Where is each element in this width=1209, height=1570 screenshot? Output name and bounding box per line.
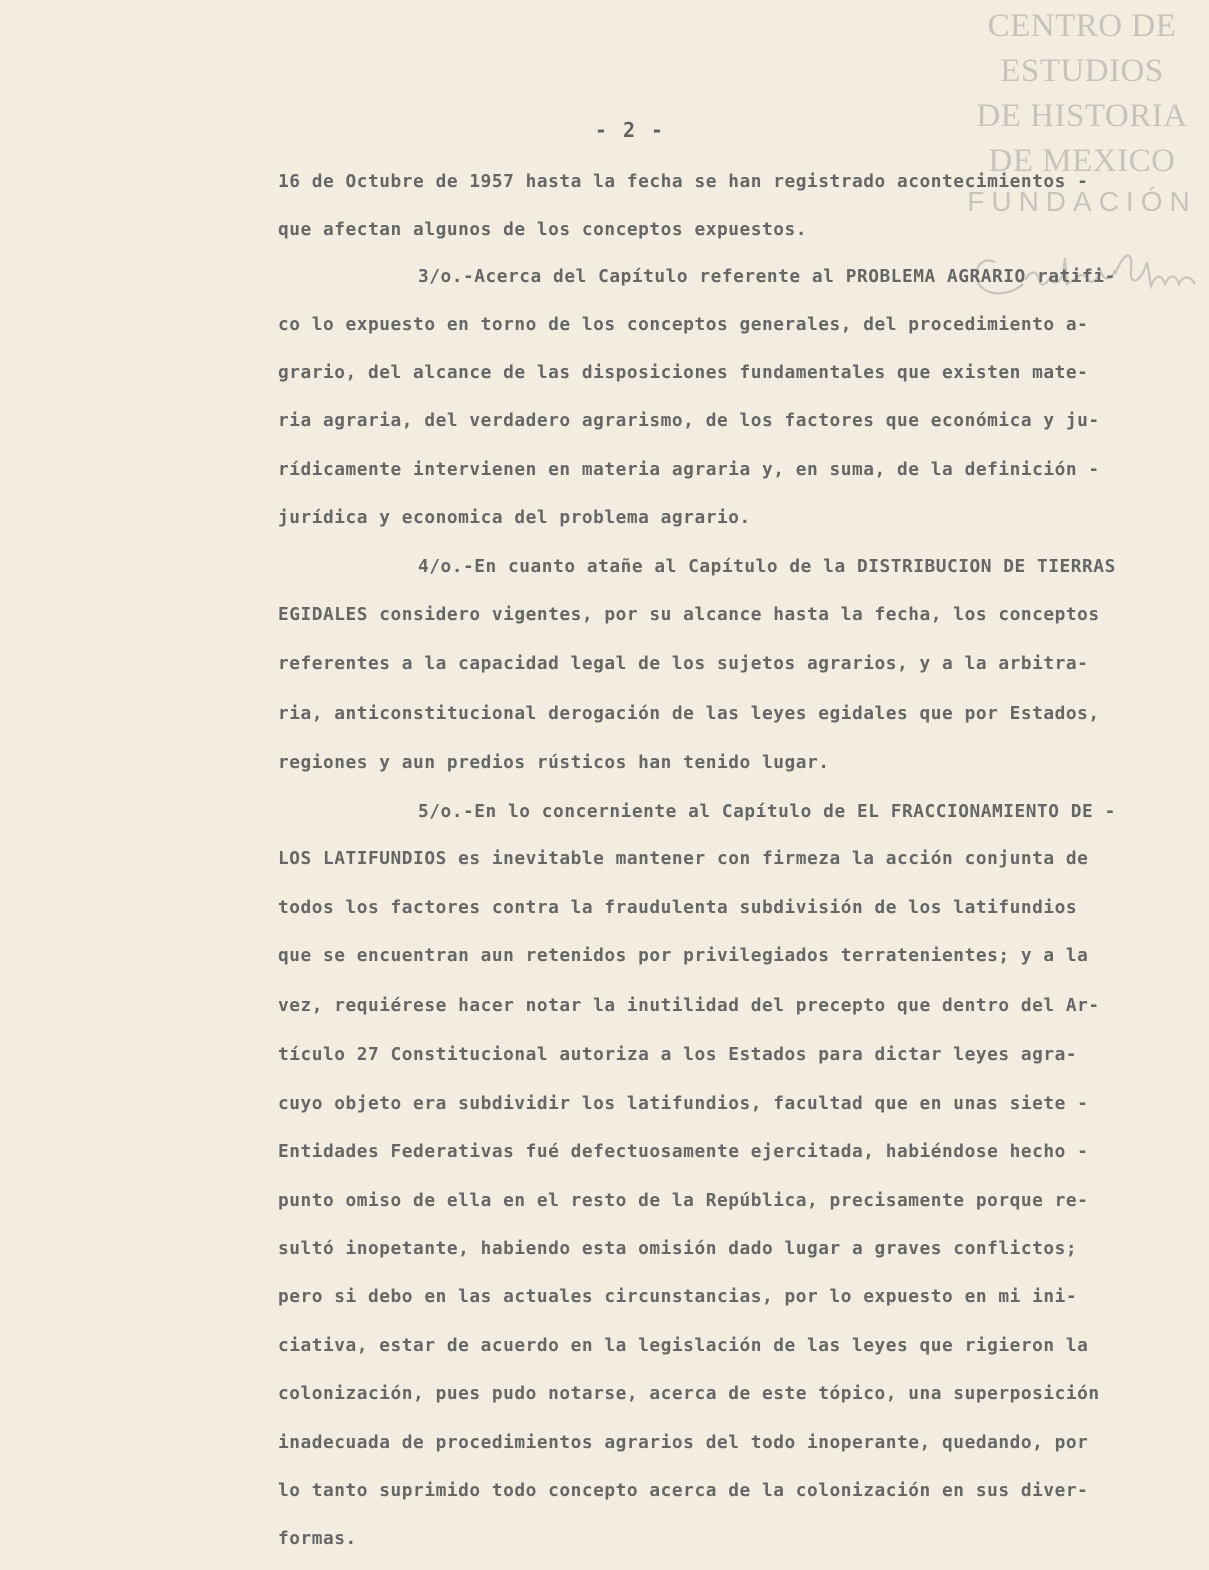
text-line: cuyo objeto era subdividir los latifundios, facultad que en unas siete - (278, 1093, 1089, 1114)
text-line: referentes a la capacidad legal de los sujetos agrarios, y a la arbitra- (278, 653, 1089, 674)
text-line: todos los factores contra la fraudulenta subdivisión de los latifundios (278, 897, 1078, 918)
text-line: 16 de Octubre de 1957 hasta la fecha se han registrado acontecimientos - (278, 171, 1089, 192)
text-line: que se encuentran aun retenidos por privilegiados terratenientes; y a la (278, 945, 1089, 966)
watermark-line: DE MEXICO (988, 143, 1176, 179)
text-line: regiones y aun predios rústicos han tenido lugar. (278, 752, 830, 773)
text-line: 4/o.-En cuanto atañe al Capítulo de la DISTRIBUCION DE TIERRAS (418, 556, 1116, 577)
text-line: pero si debo en las actuales circunstancias, por lo expuesto en mi ini- (278, 1286, 1078, 1307)
text-line: Entidades Federativas fué defectuosamente ejercitada, habiéndose hecho - (278, 1141, 1089, 1162)
text-line: LOS LATIFUNDIOS es inevitable mantener con firmeza la acción conjunta de (278, 848, 1089, 869)
page-number: - 2 - (594, 118, 666, 142)
text-line: colonización, pues pudo notarse, acerca de este tópico, una superposición (278, 1383, 1100, 1404)
text-line: ria agraria, del verdadero agrarismo, de los factores que económica y ju- (278, 410, 1100, 431)
watermark-foundation: FUNDACIÓN (967, 186, 1197, 217)
text-line: que afectan algunos de los conceptos expuestos. (278, 219, 807, 240)
text-line: ria, anticonstitucional derogación de las leyes egidales que por Estados, (278, 703, 1100, 724)
watermark-line: ESTUDIOS (1000, 53, 1164, 89)
watermark-line: CENTRO DE (987, 8, 1177, 44)
text-line: EGIDALES considero vigentes, por su alcance hasta la fecha, los conceptos (278, 604, 1100, 625)
text-line: ciativa, estar de acuerdo en la legislación de las leyes que rigieron la (278, 1335, 1089, 1356)
text-line: lo tanto suprimido todo concepto acerca de la colonización en sus diver- (278, 1480, 1089, 1501)
text-line: tículo 27 Constitucional autoriza a los Estados para dictar leyes agra- (278, 1044, 1078, 1065)
text-line: jurídica y economica del problema agrario. (278, 507, 751, 528)
text-line: sultó inopetante, habiendo esta omisión dado lugar a graves conflictos; (278, 1238, 1078, 1259)
text-line: punto omiso de ella en el resto de la República, precisamente porque re- (278, 1190, 1089, 1211)
text-line: grario, del alcance de las disposiciones fundamentales que existen mate- (278, 362, 1089, 383)
watermark-line: DE HISTORIA (976, 98, 1188, 134)
text-line: vez, requiérese hacer notar la inutilidad del precepto que dentro del Ar- (278, 995, 1100, 1016)
text-line: rídicamente intervienen en materia agraria y, en suma, de la definición - (278, 459, 1100, 480)
text-line: formas. (278, 1528, 357, 1549)
text-line: 3/o.-Acerca del Capítulo referente al PROBLEMA AGRARIO ratifi- (418, 266, 1116, 287)
text-line: inadecuada de procedimientos agrarios del todo inoperante, quedando, por (278, 1432, 1089, 1453)
text-line: 5/o.-En lo concerniente al Capítulo de EL FRACCIONAMIENTO DE - (418, 801, 1116, 822)
text-line: co lo expuesto en torno de los conceptos generales, del procedimiento a- (278, 314, 1089, 335)
